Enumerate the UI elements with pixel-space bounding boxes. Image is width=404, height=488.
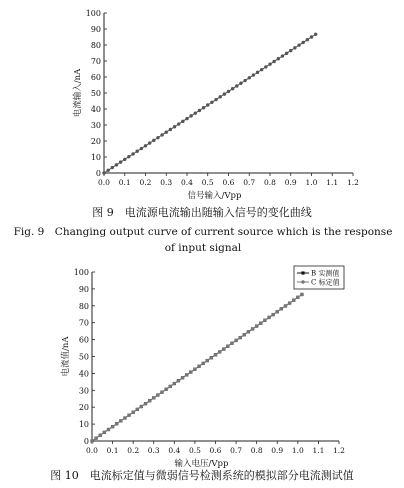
data-point [218,350,221,353]
data-point [144,402,147,405]
y-tick-label: 60 [78,335,89,345]
data-point [152,139,155,142]
data-point [189,114,192,117]
data-point [300,293,303,296]
data-point [160,133,163,136]
data-point [210,101,213,104]
chart-10 [60,266,345,469]
data-point [276,310,279,313]
data-point [260,68,263,71]
data-point [194,111,197,114]
data-point [223,92,226,95]
data-point [219,95,222,98]
data-point [173,382,176,385]
x-tick-label: 1.2 [333,446,345,455]
data-point [234,339,237,342]
data-point [102,171,105,174]
y-axis-label: 电流值/nA [61,336,71,377]
data-point [263,319,266,322]
data-point [206,359,209,362]
y-tick-label: 20 [78,403,89,413]
x-tick-label: 0.3 [147,446,160,455]
data-point [259,322,262,325]
y-tick-label: 40 [90,105,101,114]
data-point [271,313,274,316]
x-tick-label: 0.2 [139,178,152,187]
data-point [127,413,130,416]
data-point [136,150,139,153]
y-tick-label: 80 [90,41,101,50]
data-point [230,342,233,345]
data-point [239,82,242,85]
y-tick-label: 10 [78,420,89,430]
data-point [106,169,109,172]
data-point [103,431,106,434]
data-point [140,405,143,408]
data-point [131,152,134,155]
data-point [119,160,122,163]
x-tick-label: 1.2 [347,178,359,187]
y-tick-label: 30 [78,386,89,396]
data-point [119,419,122,422]
data-point [185,373,188,376]
data-point [107,428,110,431]
x-tick-label: 0.2 [127,446,140,455]
x-axis-label: 信号输入/Vpp [187,191,242,201]
chart-9 [72,9,359,201]
x-tick-label: 1.0 [291,446,304,455]
x-tick-label: 0.5 [201,178,214,187]
y-tick-label: 60 [90,73,101,82]
data-point [198,109,201,112]
data-point [264,65,267,68]
data-point [185,117,188,120]
data-point [140,147,143,150]
y-tick-label: 10 [90,153,101,162]
data-point [293,46,296,49]
figure-9-caption-en-line-1: Fig. 9 Changing output curve of current source which is the response [13,226,393,238]
legend-marker [301,280,304,283]
data-point [131,411,134,414]
legend-label: C 标定值 [311,278,340,287]
data-point [94,436,97,439]
x-tick-label: 0.6 [209,446,222,455]
data-point [285,52,288,55]
x-tick-label: 0.4 [181,178,193,187]
data-point [310,35,313,38]
data-point [115,422,118,425]
data-point [306,38,309,41]
x-tick-label: 0.9 [284,178,297,187]
data-point [284,304,287,307]
data-point [197,365,200,368]
data-point [99,434,102,437]
x-tick-label: 0.6 [222,178,235,187]
x-tick-label: 1.1 [312,446,325,455]
series-line-2 [92,294,302,441]
y-tick-label: 20 [90,137,101,146]
x-tick-label: 0.1 [106,446,119,455]
data-point [231,87,234,90]
data-point [90,439,93,442]
data-point [123,158,126,161]
data-point [243,333,246,336]
data-point [272,60,275,63]
y-axis-label: 电流输入/nA [73,68,83,118]
figure-9-caption-zh: 图 9 电流源电流输出随输入信号的变化曲线 [92,206,312,219]
data-point [111,166,114,169]
x-tick-label: 0.8 [264,178,276,187]
data-point [255,324,258,327]
data-point [148,399,151,402]
data-point [177,379,180,382]
y-tick-label: 80 [78,301,89,311]
data-point [210,356,213,359]
x-tick-label: 0.4 [168,446,181,455]
data-point [280,307,283,310]
x-tick-label: 0.8 [250,446,263,455]
y-tick-label: 100 [85,9,101,18]
data-point [239,336,242,339]
data-point [177,122,180,125]
data-point [297,43,300,46]
data-point [173,125,176,128]
data-point [169,385,172,388]
y-tick-label: 40 [78,369,89,379]
data-point [127,155,130,158]
y-tick-label: 50 [78,352,89,362]
data-point [314,33,317,36]
data-point [252,73,255,76]
data-point [193,367,196,370]
data-point [292,299,295,302]
figure-9-caption-en-line-2: of input signal [164,242,242,254]
y-tick-label: 70 [90,57,101,66]
data-point [214,353,217,356]
data-point [189,370,192,373]
data-point [288,301,291,304]
x-axis-label: 输入电压/Vpp [174,459,229,469]
data-point [227,90,230,93]
data-point [243,79,246,82]
y-tick-label: 70 [78,318,89,328]
legend-label: B 实测值 [311,269,340,278]
data-point [152,396,155,399]
data-point [181,120,184,123]
data-point [160,390,163,393]
data-point [267,316,270,319]
x-tick-label: 0.7 [243,178,256,187]
data-point [222,347,225,350]
x-tick-label: 0.5 [188,446,201,455]
y-tick-label: 50 [90,89,101,98]
data-point [302,41,305,44]
data-point [111,425,114,428]
y-tick-label: 90 [78,284,89,294]
y-tick-label: 90 [90,25,101,34]
data-point [156,136,159,139]
data-point [156,393,159,396]
data-point [123,416,126,419]
data-point [181,376,184,379]
x-tick-label: 1.1 [326,178,339,187]
data-point [148,141,151,144]
x-tick-label: 0.3 [160,178,173,187]
data-point [296,296,299,299]
x-tick-label: 0.1 [118,178,131,187]
data-point [201,362,204,365]
data-point [144,144,147,147]
data-point [235,84,238,87]
data-point [165,131,168,134]
data-point [247,330,250,333]
y-tick-label: 30 [90,121,101,130]
x-tick-label: 0.7 [230,446,243,455]
y-tick-label: 0 [95,169,101,178]
data-point [226,344,229,347]
legend-marker [301,271,304,274]
data-point [136,408,139,411]
x-tick-label: 0.9 [271,446,284,455]
data-point [277,57,280,60]
data-point [169,128,172,131]
data-point [281,54,284,57]
data-point [289,49,292,52]
x-tick-label: 0.0 [98,178,110,187]
data-point [206,103,209,106]
data-point [248,76,251,79]
data-point [251,327,254,330]
data-point [256,71,259,74]
x-tick-label: 0.0 [86,446,98,455]
data-point [115,163,118,166]
data-point [202,106,205,109]
data-point [214,98,217,101]
x-tick-label: 1.0 [305,178,318,187]
y-tick-label: 0 [83,437,89,446]
data-point [268,62,271,65]
figure-10-caption-zh: 图 10 电流标定值与微弱信号检测系统的模拟部分电流测试值 [50,469,354,482]
y-tick-label: 100 [73,268,89,277]
data-point [164,388,167,391]
series-line-1 [104,34,316,173]
